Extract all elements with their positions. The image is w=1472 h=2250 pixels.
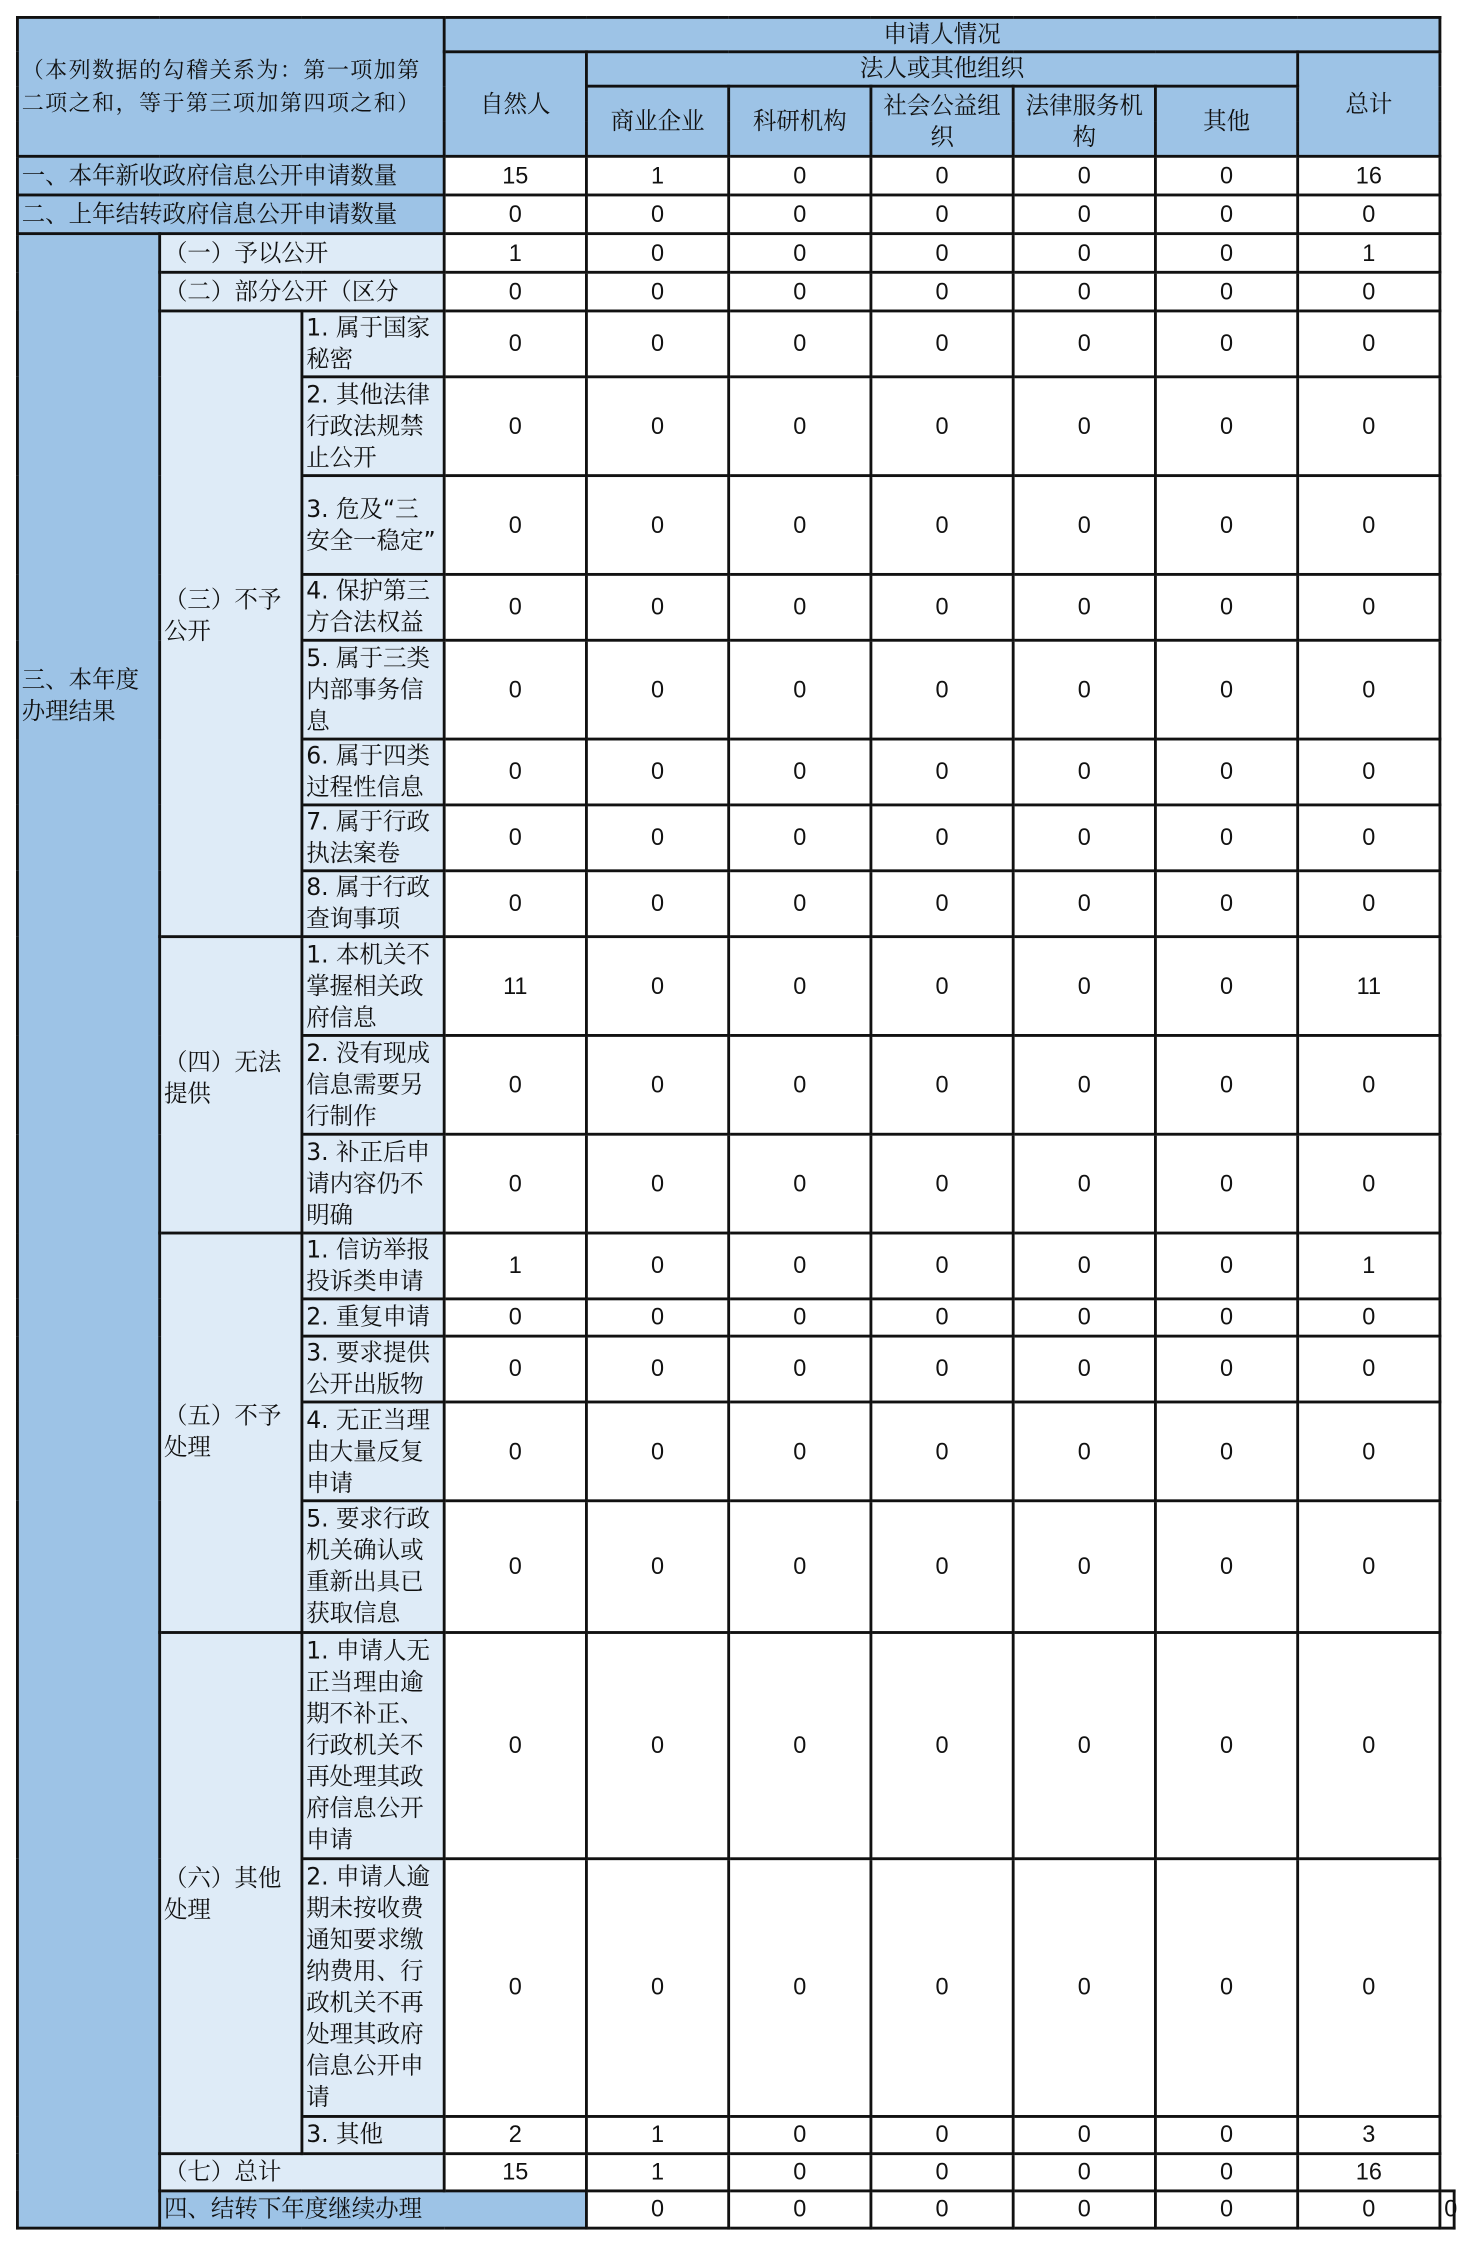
cell-value: 0 [1298, 377, 1440, 476]
group-6-label: （六）其他处理 [160, 1633, 302, 2154]
cell-value: 0 [1298, 1633, 1440, 1859]
item-label: 8. 属于行政查询事项 [302, 871, 444, 937]
cell-value: 1 [444, 1233, 586, 1299]
cell-value: 0 [586, 1134, 728, 1233]
cell-value: 0 [586, 1633, 728, 1859]
header-col: 科研机构 [729, 86, 871, 156]
table-row [17, 937, 1454, 1036]
cell-value: 16 [1298, 2154, 1440, 2191]
cell-value: 0 [729, 937, 871, 1036]
item-label: 2. 重复申请 [302, 1299, 444, 1336]
table-row [17, 234, 1454, 273]
cell-value: 0 [1155, 1402, 1297, 1501]
cell-value: 0 [444, 377, 586, 476]
cell-value: 0 [586, 1501, 728, 1633]
cell-value: 2 [444, 2116, 586, 2153]
row-label: （七）总计 [160, 2154, 445, 2191]
cell-value: 0 [1155, 156, 1297, 195]
cell-value: 0 [1013, 1233, 1155, 1299]
cell-value: 0 [444, 1501, 586, 1633]
cell-value: 0 [1013, 234, 1155, 273]
cell-value: 0 [586, 574, 728, 640]
cell-value: 0 [871, 805, 1013, 871]
cell-value: 0 [729, 195, 871, 234]
table-row [17, 1233, 1454, 1299]
item-label: 3. 危及“三安全一稳定” [302, 476, 444, 575]
item-label: 5. 要求行政机关确认或重新出具已获取信息 [302, 1501, 444, 1633]
cell-value: 0 [1155, 1633, 1297, 1859]
cell-value: 0 [729, 156, 871, 195]
cell-value: 0 [871, 377, 1013, 476]
row-label: 一、本年新收政府信息公开申请数量 [17, 156, 444, 195]
cell-value: 0 [444, 1402, 586, 1501]
item-label: 4. 保护第三方合法权益 [302, 574, 444, 640]
cell-value: 0 [1155, 1035, 1297, 1134]
cell-value: 0 [1298, 871, 1440, 937]
cell-value: 0 [1013, 1402, 1155, 1501]
cell-value: 0 [1298, 739, 1440, 805]
cell-value: 0 [1013, 1299, 1155, 1336]
cell-value: 0 [1013, 937, 1155, 1036]
cell-value: 0 [1155, 272, 1297, 311]
cell-value: 0 [1298, 1134, 1440, 1233]
cell-value: 0 [444, 272, 586, 311]
cell-value: 0 [1013, 377, 1155, 476]
cell-value: 0 [444, 1336, 586, 1402]
cell-value: 11 [444, 937, 586, 1036]
item-label: 2. 申请人逾期未按收费通知要求缴纳费用、行政机关不再处理其政府信息公开申请 [302, 1859, 444, 2117]
cell-value: 0 [729, 272, 871, 311]
cell-value: 0 [444, 871, 586, 937]
cell-value: 0 [1013, 195, 1155, 234]
cell-value: 0 [1013, 1336, 1155, 1402]
cell-value: 0 [1155, 871, 1297, 937]
cell-value: 0 [444, 195, 586, 234]
cell-value: 0 [729, 1134, 871, 1233]
cell-value: 0 [871, 234, 1013, 273]
cell-value: 0 [1155, 377, 1297, 476]
cell-value: 0 [871, 476, 1013, 575]
cell-value: 0 [444, 311, 586, 377]
cell-value: 0 [1155, 476, 1297, 575]
cell-value: 0 [729, 1336, 871, 1402]
header-col: 法律服务机构 [1013, 86, 1155, 156]
cell-value: 1 [1298, 1233, 1440, 1299]
table-row [17, 156, 1454, 195]
cell-value: 0 [1155, 1299, 1297, 1336]
cell-value: 0 [586, 805, 728, 871]
cell-value: 0 [1298, 1402, 1440, 1501]
cell-value: 0 [444, 1035, 586, 1134]
cell-value: 0 [729, 574, 871, 640]
cell-value: 15 [444, 2154, 586, 2191]
cell-value: 0 [586, 1402, 728, 1501]
cell-value: 11 [1298, 937, 1440, 1036]
cell-value: 0 [586, 2191, 728, 2228]
item-label: 1. 申请人无正当理由逾期不补正、行政机关不再处理其政府信息公开申请 [302, 1633, 444, 1859]
header-col: 其他 [1155, 86, 1297, 156]
cell-value: 15 [444, 156, 586, 195]
cell-value: 0 [729, 1633, 871, 1859]
table-note: （本列数据的勾稽关系为：第一项加第二项之和，等于第三项加第四项之和） [17, 17, 444, 156]
cell-value: 0 [871, 574, 1013, 640]
cell-value: 0 [1013, 476, 1155, 575]
cell-value: 0 [1013, 739, 1155, 805]
cell-value: 0 [871, 156, 1013, 195]
cell-value: 0 [586, 377, 728, 476]
cell-value: 0 [871, 1134, 1013, 1233]
cell-value: 0 [729, 871, 871, 937]
group-5-label: （五）不予处理 [160, 1233, 302, 1632]
table-row [17, 2191, 1454, 2228]
cell-value: 0 [729, 2191, 871, 2228]
cell-value: 0 [1155, 1233, 1297, 1299]
cell-value: 0 [1155, 937, 1297, 1036]
cell-value: 0 [1298, 1299, 1440, 1336]
item-label: 1. 本机关不掌握相关政府信息 [302, 937, 444, 1036]
cell-value: 0 [1440, 2191, 1454, 2228]
cell-value: 0 [1013, 574, 1155, 640]
cell-value: 0 [729, 1233, 871, 1299]
cell-value: 0 [1298, 1336, 1440, 1402]
cell-value: 0 [871, 739, 1013, 805]
cell-value: 0 [1155, 1336, 1297, 1402]
cell-value: 0 [1155, 1134, 1297, 1233]
cell-value: 0 [444, 1633, 586, 1859]
cell-value: 0 [871, 1859, 1013, 2117]
cell-value: 0 [1298, 195, 1440, 234]
cell-value: 0 [1013, 871, 1155, 937]
cell-value: 0 [729, 640, 871, 739]
table-row [17, 311, 1454, 377]
cell-value: 0 [871, 1035, 1013, 1134]
cell-value: 0 [1013, 2116, 1155, 2153]
cell-value: 0 [871, 2116, 1013, 2153]
cell-value: 0 [586, 1233, 728, 1299]
cell-value: 0 [729, 377, 871, 476]
cell-value: 0 [444, 476, 586, 575]
cell-value: 0 [1013, 640, 1155, 739]
row-label: 四、结转下年度继续办理 [160, 2191, 587, 2228]
cell-value: 0 [729, 234, 871, 273]
header-natural-person: 自然人 [444, 52, 586, 157]
cell-value: 0 [444, 805, 586, 871]
cell-value: 0 [871, 1501, 1013, 1633]
cell-value: 0 [586, 640, 728, 739]
cell-value: 0 [586, 1035, 728, 1134]
row-label: 二、上年结转政府信息公开申请数量 [17, 195, 444, 234]
cell-value: 16 [1298, 156, 1440, 195]
cell-value: 0 [729, 1299, 871, 1336]
cell-value: 0 [1013, 1134, 1155, 1233]
cell-value: 0 [1013, 2191, 1155, 2228]
cell-value: 1 [586, 2116, 728, 2153]
item-label: 2. 没有现成信息需要另行制作 [302, 1035, 444, 1134]
cell-value: 0 [1155, 311, 1297, 377]
cell-value: 0 [1155, 2154, 1297, 2191]
cell-value: 0 [1155, 2191, 1297, 2228]
cell-value: 0 [1298, 272, 1440, 311]
cell-value: 0 [1013, 1859, 1155, 2117]
cell-value: 0 [871, 2154, 1013, 2191]
cell-value: 0 [1155, 1859, 1297, 2117]
cell-value: 0 [871, 272, 1013, 311]
item-label: 1. 属于国家秘密 [302, 311, 444, 377]
cell-value: 0 [1155, 574, 1297, 640]
table-row [17, 195, 1454, 234]
header-col: 商业企业 [586, 86, 728, 156]
cell-value: 0 [1155, 234, 1297, 273]
cell-value: 0 [1013, 311, 1155, 377]
cell-value: 0 [1155, 1501, 1297, 1633]
cell-value: 0 [444, 640, 586, 739]
table-row [17, 1633, 1454, 1859]
cell-value: 0 [729, 476, 871, 575]
item-label: 5. 属于三类内部事务信息 [302, 640, 444, 739]
cell-value: 0 [586, 311, 728, 377]
table-row [17, 272, 1454, 311]
group-4-label: （四）无法提供 [160, 937, 302, 1233]
cell-value: 0 [871, 2191, 1013, 2228]
item-label: 3. 要求提供公开出版物 [302, 1336, 444, 1402]
cell-value: 0 [1298, 805, 1440, 871]
cell-value: 0 [1013, 1035, 1155, 1134]
cell-value: 0 [871, 640, 1013, 739]
cell-value: 0 [586, 1859, 728, 2117]
cell-value: 0 [586, 739, 728, 805]
cell-value: 0 [871, 937, 1013, 1036]
cell-value: 0 [1013, 1633, 1155, 1859]
group-3-label: （三）不予公开 [160, 311, 302, 937]
cell-value: 0 [1298, 1035, 1440, 1134]
cell-value: 0 [729, 1501, 871, 1633]
table-row [17, 2154, 1454, 2191]
item-label: 2. 其他法律行政法规禁止公开 [302, 377, 444, 476]
cell-value: 1 [586, 156, 728, 195]
item-label: 6. 属于四类过程性信息 [302, 739, 444, 805]
cell-value: 0 [1298, 574, 1440, 640]
item-label: 3. 补正后申请内容仍不明确 [302, 1134, 444, 1233]
cell-value: 0 [444, 739, 586, 805]
cell-value: 0 [1298, 311, 1440, 377]
cell-value: 0 [444, 574, 586, 640]
cell-value: 0 [729, 1035, 871, 1134]
cell-value: 0 [586, 234, 728, 273]
cell-value: 0 [871, 1336, 1013, 1402]
section-3-label: 三、本年度办理结果 [17, 234, 159, 2228]
cell-value: 0 [1298, 476, 1440, 575]
header-col: 社会公益组织 [871, 86, 1013, 156]
cell-value: 0 [729, 1402, 871, 1501]
cell-value: 0 [729, 311, 871, 377]
cell-value: 0 [871, 1233, 1013, 1299]
cell-value: 0 [1013, 805, 1155, 871]
cell-value: 0 [586, 871, 728, 937]
cell-value: 0 [1155, 739, 1297, 805]
cell-value: 0 [586, 476, 728, 575]
cell-value: 0 [871, 1633, 1013, 1859]
cell-value: 0 [1013, 2154, 1155, 2191]
cell-value: 0 [1298, 2191, 1440, 2228]
cell-value: 0 [729, 805, 871, 871]
item-label: 3. 其他 [302, 2116, 444, 2153]
header-legal-group: 法人或其他组织 [586, 52, 1297, 86]
cell-value: 0 [1298, 1501, 1440, 1633]
cell-value: 1 [1298, 234, 1440, 273]
cell-value: 0 [586, 1336, 728, 1402]
cell-value: 0 [871, 1299, 1013, 1336]
cell-value: 0 [586, 937, 728, 1036]
cell-value: 0 [729, 2116, 871, 2153]
cell-value: 0 [1155, 2116, 1297, 2153]
cell-value: 0 [586, 272, 728, 311]
cell-value: 0 [1155, 805, 1297, 871]
cell-value: 0 [1013, 1501, 1155, 1633]
header-applicant: 申请人情况 [444, 17, 1440, 51]
cell-value: 0 [871, 1402, 1013, 1501]
cell-value: 1 [444, 234, 586, 273]
row-label: （二）部分公开（区分 [160, 272, 445, 311]
cell-value: 0 [1013, 156, 1155, 195]
cell-value: 1 [586, 2154, 728, 2191]
row-label: （一）予以公开 [160, 234, 445, 273]
item-label: 4. 无正当理由大量反复申请 [302, 1402, 444, 1501]
item-label: 7. 属于行政执法案卷 [302, 805, 444, 871]
cell-value: 0 [871, 871, 1013, 937]
header-total: 总计 [1298, 52, 1440, 157]
cell-value: 0 [1298, 640, 1440, 739]
cell-value: 0 [1155, 195, 1297, 234]
cell-value: 0 [1013, 272, 1155, 311]
cell-value: 0 [444, 1134, 586, 1233]
cell-value: 0 [586, 1299, 728, 1336]
cell-value: 0 [729, 739, 871, 805]
cell-value: 0 [871, 311, 1013, 377]
cell-value: 3 [1298, 2116, 1440, 2153]
gov-info-disclosure-table [16, 16, 1456, 2230]
cell-value: 0 [1155, 640, 1297, 739]
cell-value: 0 [444, 1859, 586, 2117]
cell-value: 0 [1298, 1859, 1440, 2117]
cell-value: 0 [444, 1299, 586, 1336]
cell-value: 0 [871, 195, 1013, 234]
cell-value: 0 [586, 195, 728, 234]
item-label: 1. 信访举报投诉类申请 [302, 1233, 444, 1299]
cell-value: 0 [729, 1859, 871, 2117]
cell-value: 0 [729, 2154, 871, 2191]
